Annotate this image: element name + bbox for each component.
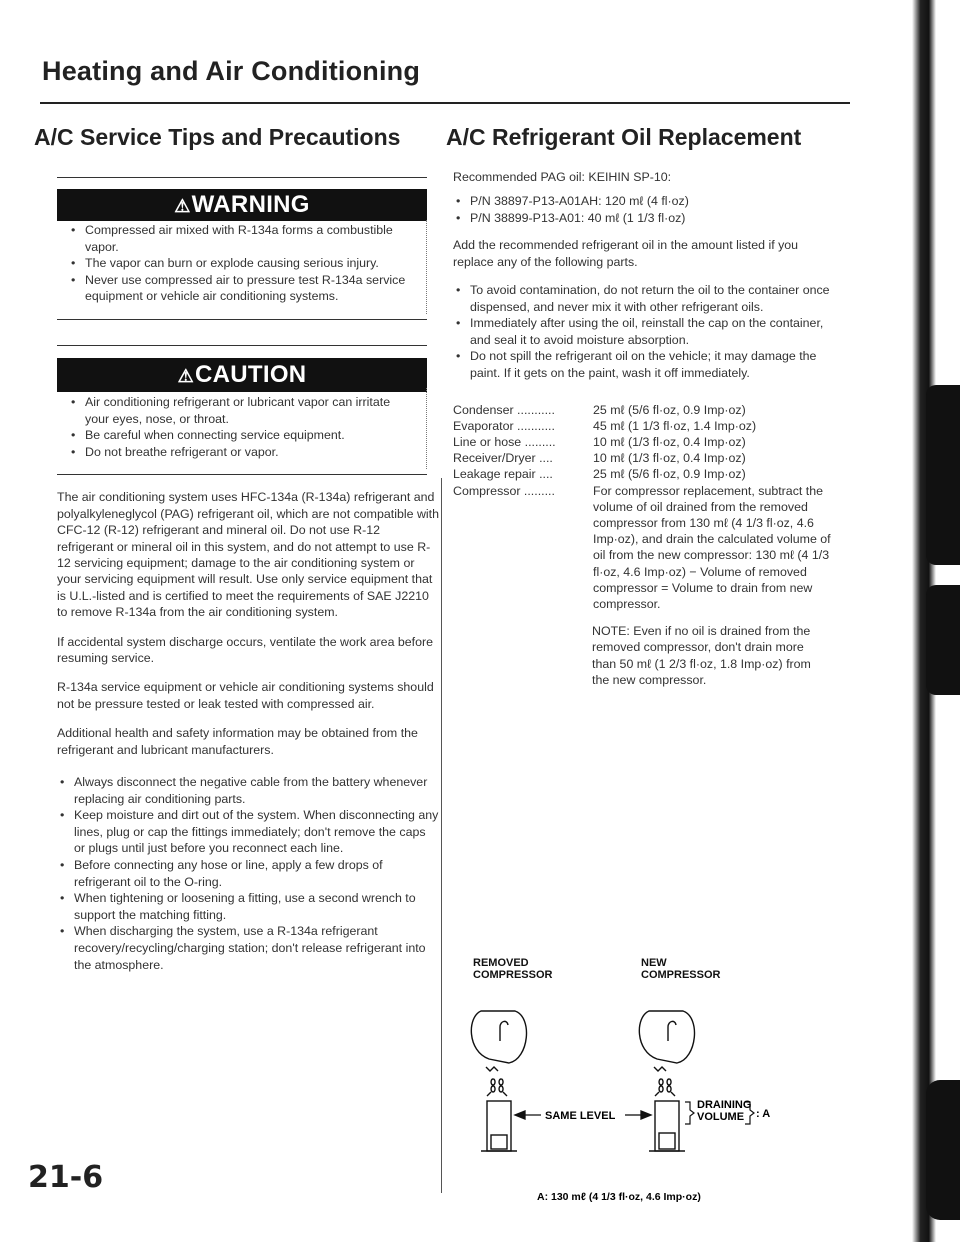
part-number-item: • P/N 38899-P13-A01: 40 mℓ (1 1/3 fl·oz) [453,210,842,227]
warning-box [57,177,427,320]
new-label-2: COMPRESSOR [641,969,721,981]
oil-note-item: • To avoid contamination, do not return the oil to the container once dispensed, and never mix it with other refrigerant oils. [453,282,841,315]
warning-banner [57,189,427,221]
left-column [34,124,439,973]
volume-amount: 10 mℓ (1/3 fl·oz, 0.4 Imp·oz) [593,451,746,466]
compressor-note: NOTE: Even if no oil is drained from the removed compressor, don't drain more than 50 mℓ (1 2/3 fl·oz, 1.8 Imp·oz) from the new compressor. [592,624,811,687]
binding-tab-2 [926,585,960,695]
volume-part: Condenser ........... [453,402,555,417]
new-label-1: NEW [641,957,667,969]
tip-item: • When tightening or loosening a fitting, use a second wrench to support the matching fitting. [57,890,439,923]
tip-item: • When discharging the system, use a R-134a refrigerant recovery/recycling/charging station; don't release refrigerant into the atmosphere. [57,923,439,973]
caution-label: CAUTION [195,360,307,388]
warning-item: • Compressed air mixed with R-134a forms a combustible vapor. [68,222,417,255]
warning-label: WARNING [191,191,310,218]
volume-amount: For compressor replacement, subtract the volume of oil drained from the removed compressor from 130 mℓ (4 1/3 fl·oz, 4.6 Imp·oz), and drain the calculated volume of oil from the new compressor: 130 mℓ (4 1/3 fl·oz, 4.6 Imp·oz) − Volume of removed compressor = Volume to drain from new compressor. [593,483,831,611]
system-paragraph: The air conditioning system uses HFC-134a (R-134a) refrigerant and polyalkyleneglycol (PAG) refrigerant oil, which are not compatible with CFC-12 (R-12) refrigerant and mineral oil. Do not use R-12 refrigerant or mineral oil in this system, and do not attempt to use R-12 servicing equipment; damage to the air conditioning system or your servicing equipment will result. Use only service equipment that is U.L.-listed and is certified to meet the requirements of SAE J2210 to remove R-134a from the air conditioning system. [57,490,439,620]
caution-item: • Be careful when connecting service equipment. [68,427,417,444]
tip-item: • Before connecting any hose or line, apply a few drops of refrigerant oil to the O-ring. [57,857,439,890]
draining-label-1: DRAINING [697,1099,752,1111]
volume-row [453,450,842,466]
removed-label-1: REMOVED [473,957,529,969]
page-title: Heating and Air Conditioning [42,56,421,86]
caution-item: • Do not breathe refrigerant or vapor. [68,444,417,461]
caution-item: • Air conditioning refrigerant or lubricant vapor can irritate your eyes, nose, or throat. [68,394,417,427]
new-compressor-icon [639,1011,694,1151]
a-marker: : A [756,1108,771,1120]
caution-box [57,345,427,475]
warning-item: • The vapor can burn or explode causing serious injury. [68,255,417,272]
diagram-caption: A: 130 mℓ (4 1/3 fl·oz, 4.6 Imp·oz) [537,1191,701,1203]
binding-tab-3 [926,1080,960,1220]
safety-info-paragraph: Additional health and safety information may be obtained from the refrigerant and lubricant manufacturers. [57,726,418,757]
volume-amount: 25 mℓ (5/6 fl·oz, 0.9 Imp·oz) [593,402,746,417]
pressure-test-paragraph: R-134a service equipment or vehicle air conditioning systems should not be pressure tested or leak tested with compressed air. [57,680,434,711]
discharge-paragraph: If accidental system discharge occurs, ventilate the work area before resuming service. [57,634,434,665]
draining-label-2: VOLUME [697,1111,745,1123]
recommended-oil: Recommended PAG oil: KEIHIN SP-10: [453,170,672,184]
warning-triangle-icon: ⚠ [174,196,191,216]
volume-row [453,483,842,613]
volume-part: Compressor ......... [453,483,555,498]
volume-amount: 10 mℓ (1/3 fl·oz, 0.4 Imp·oz) [593,434,746,449]
add-oil-instruction: Add the recommended refrigerant oil in the amount listed if you replace any of the following parts. [453,238,799,269]
oil-volume-table [453,402,842,613]
volume-row [453,402,842,418]
caution-triangle-icon: ⚠ [177,365,194,386]
volume-part: Line or hose ......... [453,434,556,449]
removed-compressor-icon [471,1011,526,1151]
binding-tab-1 [926,385,960,565]
volume-row [453,434,842,450]
right-column [446,124,842,688]
service-tips-heading: A/C Service Tips and Precautions [34,124,401,150]
oil-draining-diagram [445,955,845,1225]
part-number-item: • P/N 38897-P13-A01AH: 120 mℓ (4 fl·oz) [453,193,842,210]
column-divider [441,478,442,1193]
volume-amount: 25 mℓ (5/6 fl·oz, 0.9 Imp·oz) [593,467,746,482]
same-level-label: SAME LEVEL [545,1110,616,1122]
warning-item: • Never use compressed air to pressure test R-134a service equipment or vehicle air conditioning systems. [68,272,417,305]
volume-row [453,418,842,434]
oil-note-item: • Do not spill the refrigerant oil on the vehicle; it may damage the paint. If it gets on the paint, wash it off immediately. [453,348,841,381]
oil-replacement-heading: A/C Refrigerant Oil Replacement [446,124,802,150]
tip-item: • Keep moisture and dirt out of the system. When disconnecting any lines, plug or cap the fittings immediately; don't remove the caps or plugs until just before you reconnect each line. [57,807,439,857]
tip-item: • Always disconnect the negative cable from the battery whenever replacing air conditioning parts. [57,774,439,807]
title-rule [40,102,850,104]
volume-amount: 45 mℓ (1 1/3 fl·oz, 1.4 Imp·oz) [593,418,757,433]
removed-label-2: COMPRESSOR [473,969,553,981]
volume-part: Evaporator ........... [453,418,555,433]
caution-banner [57,358,427,392]
volume-part: Leakage repair .... [453,467,553,482]
oil-note-item: • Immediately after using the oil, reinstall the cap on the container, and seal it to avoid moisture absorption. [453,315,841,348]
volume-row [453,466,842,482]
page-number: 21-6 [28,1160,104,1195]
volume-part: Receiver/Dryer .... [453,451,553,466]
